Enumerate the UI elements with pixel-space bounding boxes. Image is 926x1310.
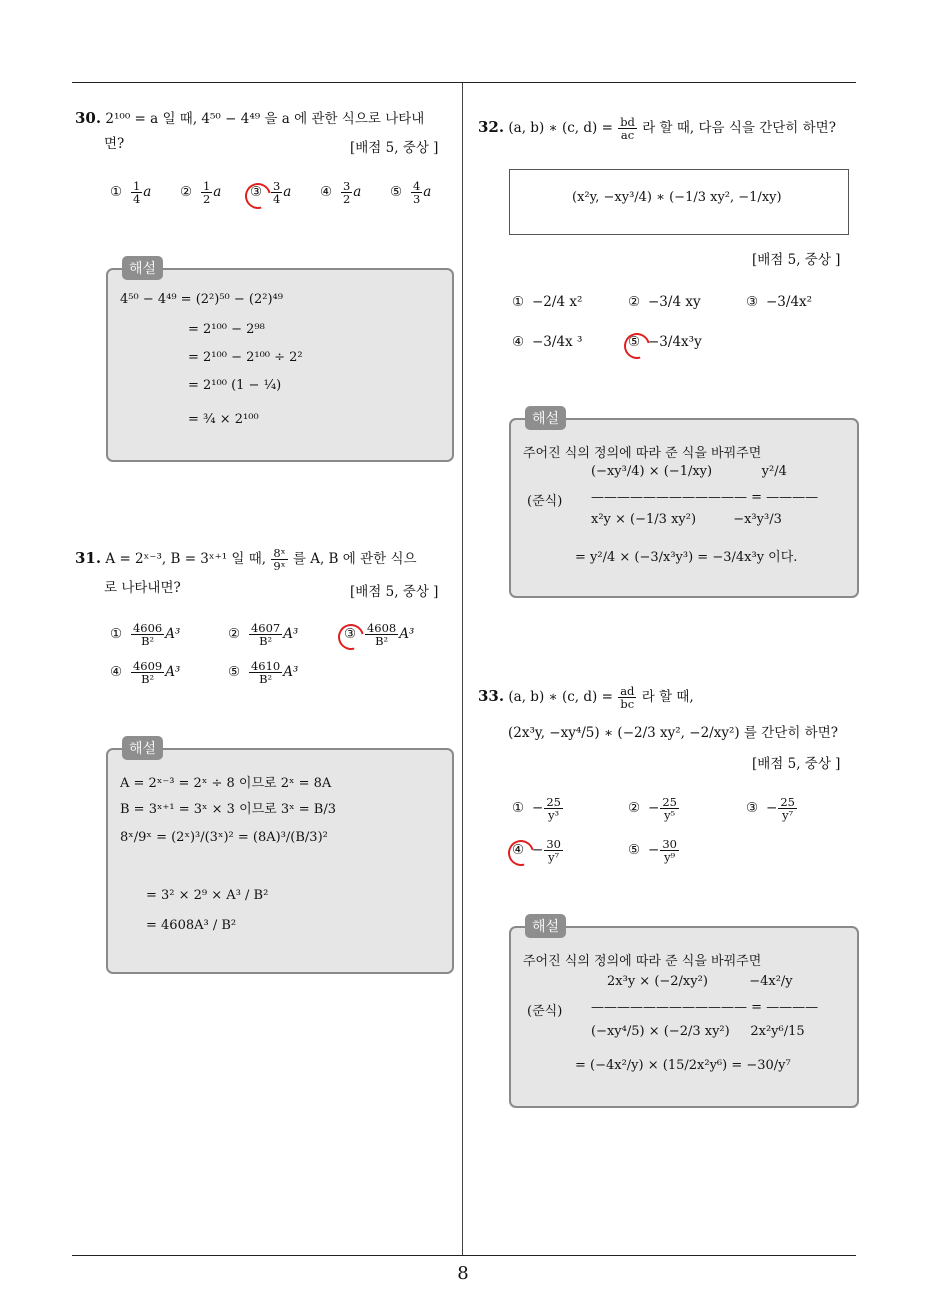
question-text-after: 를 A, B 에 관한 식으 [292, 551, 417, 567]
solution-line: = 4608A³ / B² [146, 918, 237, 933]
solution-math: (−xy⁴/5) × (−2/3 xy²) 2x²y⁶/15 [591, 1024, 805, 1039]
question-text-after: 라 할 때, [641, 689, 694, 705]
choice-1[interactable]: ① −2/4 x² [512, 294, 583, 310]
expression-box [509, 169, 849, 235]
choice-5[interactable]: ⑤ $\frac{4}{3}$ a [390, 179, 432, 207]
solution-line: 주어진 식의 정의에 따라 준 식을 바꿔주면 [523, 954, 762, 969]
question-number: 33. [478, 687, 505, 705]
boxed-expression: (x²y, −xy³/4) ∗ (−1/3 xy², −1/xy) [572, 190, 782, 205]
question-fraction: $\frac{bd}{ac}$ [620, 114, 635, 142]
solution-line: = 3² × 2⁹ × A³ / B² [146, 888, 269, 903]
choice-2[interactable]: ② − $\frac{25}{\text{y⁵}}$ [628, 795, 677, 823]
score-label: [배점 5, 중상 ] [350, 584, 439, 600]
solution-math: ———————————— = ———— [591, 490, 819, 505]
solution-math: x²y × (−1/3 xy²) −x³y³/3 [591, 512, 782, 527]
solution-line: 4⁵⁰ − 4⁴⁹ = (2²)⁵⁰ − (2²)⁴⁹ [120, 292, 283, 307]
solution-math: = y²/4 × (−3/x³y³) = −3/4x³y 이다. [575, 550, 798, 565]
solution-line: 8ˣ/9ˣ = (2ˣ)³/(3ˣ)² = (8A)³/(B/3)² [120, 830, 328, 845]
solution-line: = ³⁄₄ × 2¹⁰⁰ [188, 412, 259, 427]
choice-4[interactable]: ④ $\frac{3}{2}$ a [320, 179, 362, 207]
solution-math: 2x³y × (−2/xy²) −4x²/y [607, 974, 793, 989]
choice-5[interactable]: ⑤ −3/4x³y [628, 334, 702, 350]
question-expression: (2x³y, −xy⁴/5) ∗ (−2/3 xy², −2/xy²) 를 간단히 하면? [508, 725, 838, 741]
solution-label: (준식) [527, 1004, 563, 1019]
score-label: [배점 5, 중상 ] [752, 756, 841, 772]
choice-3[interactable]: ③ −3/4x² [746, 294, 813, 310]
solution-math: = (−4x²/y) × (15/2x²y⁶) = −30/y⁷ [575, 1058, 791, 1073]
column-divider [462, 83, 463, 1256]
choice-3[interactable]: ③ − $\frac{25}{\text{y⁷}}$ [746, 795, 795, 823]
question-text: A = 2ˣ⁻³, B = 3ˣ⁺¹ 일 때, [105, 551, 267, 567]
solution-box [106, 741, 454, 974]
score-label: [배점 5, 중상 ] [752, 252, 841, 268]
choice-4[interactable]: ④ $\frac{4609}{\text{B²}}$ A³ [110, 659, 181, 687]
choice-3[interactable]: ③ $\frac{4608}{\text{B²}}$ A³ [344, 621, 415, 649]
score-label: [배점 5, 중상 ] [350, 140, 439, 156]
question-fraction: $\frac{ad}{bc}$ [620, 683, 635, 711]
question-text-cont: 면? [104, 136, 125, 152]
bottom-rule [72, 1255, 856, 1256]
question-number: 30. [75, 109, 102, 127]
solution-math: ———————————— = ———— [591, 1000, 819, 1015]
question-text: (a, b) ∗ (c, d) = [508, 689, 613, 705]
question-text-after: 라 할 때, 다음 식을 간단히 하면? [642, 120, 836, 136]
solution-line: = 2¹⁰⁰ − 2⁹⁸ [188, 322, 265, 337]
choice-1[interactable]: ① $\frac{1}{4}$ a [110, 179, 152, 207]
question-fraction: $\frac{\text{8ˣ}}{\text{9ˣ}}$ [273, 545, 286, 573]
choice-5[interactable]: ⑤ $\frac{4610}{\text{B²}}$ A³ [228, 659, 299, 687]
solution-tag: 해설 [122, 256, 163, 280]
choice-2[interactable]: ② $\frac{1}{2}$ a [180, 179, 222, 207]
solution-line: A = 2ˣ⁻³ = 2ˣ ÷ 8 이므로 2ˣ = 8A [120, 776, 332, 791]
choice-4[interactable]: ④ − $\frac{30}{\text{y⁷}}$ [512, 837, 561, 865]
solution-line: = 2¹⁰⁰ − 2¹⁰⁰ ÷ 2² [188, 350, 303, 365]
solution-line: = 2¹⁰⁰ (1 − ¹⁄₄) [188, 378, 282, 393]
choice-2[interactable]: ② $\frac{4607}{\text{B²}}$ A³ [228, 621, 299, 649]
solution-tag: 해설 [525, 406, 566, 430]
choice-3[interactable]: ③ $\frac{3}{4}$ a [250, 179, 292, 207]
question-number: 31. [75, 549, 102, 567]
solution-box [509, 411, 859, 598]
solution-tag: 해설 [122, 736, 163, 760]
top-rule [72, 82, 856, 83]
page-number: 8 [457, 1263, 469, 1284]
question-text: (a, b) ∗ (c, d) = [508, 120, 613, 136]
question-number: 32. [478, 118, 505, 136]
solution-box [106, 261, 454, 462]
choice-2[interactable]: ② −3/4 xy [628, 294, 701, 310]
choice-1[interactable]: ① $\frac{4606}{\text{B²}}$ A³ [110, 621, 181, 649]
choice-5[interactable]: ⑤ − $\frac{30}{\text{y⁹}}$ [628, 837, 677, 865]
solution-tag: 해설 [525, 914, 566, 938]
question-text: 2¹⁰⁰ = a 일 때, 4⁵⁰ − 4⁴⁹ 을 a 에 관한 식으로 나타내 [105, 111, 425, 127]
solution-line: 주어진 식의 정의에 따라 준 식을 바꿔주면 [523, 446, 762, 461]
solution-line: B = 3ˣ⁺¹ = 3ˣ × 3 이므로 3ˣ = B/3 [120, 802, 337, 817]
solution-box [509, 919, 859, 1108]
question-text-cont: 로 나타내면? [104, 580, 181, 596]
solution-math: (−xy³/4) × (−1/xy) y²/4 [591, 464, 787, 479]
choice-1[interactable]: ① − $\frac{25}{\text{y³}}$ [512, 795, 561, 823]
choice-4[interactable]: ④ −3/4x ³ [512, 334, 583, 350]
solution-label: (준식) [527, 494, 563, 509]
